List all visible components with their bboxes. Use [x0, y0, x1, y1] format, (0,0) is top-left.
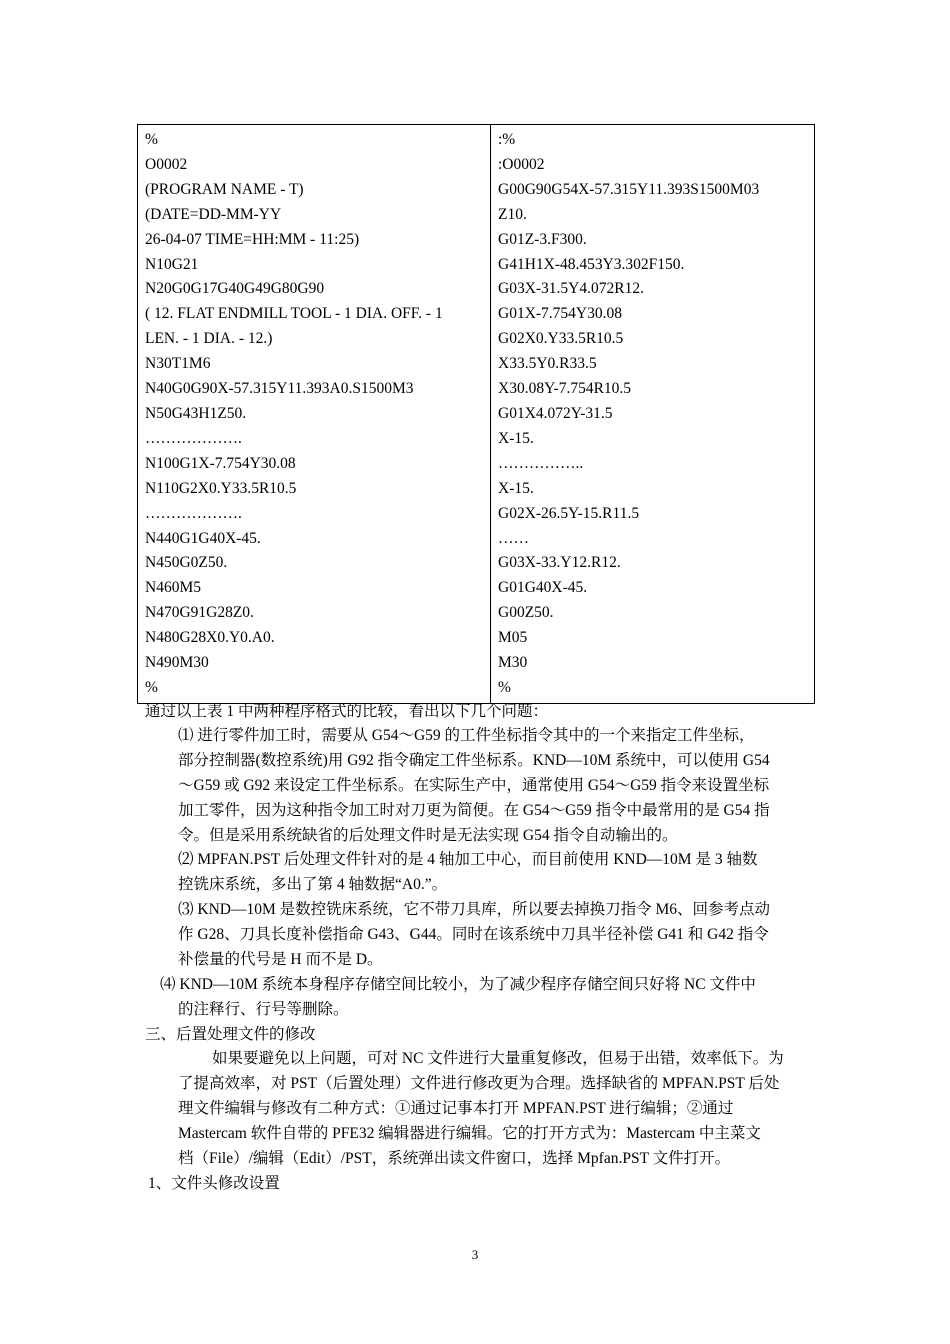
code-line: ……………….	[145, 504, 242, 522]
code-line: %	[498, 678, 511, 696]
item-3-line-1: ⑶ KND—10M 是数控铣床系统，它不带刀具库，所以要去掉换刀指令 M6、回参考点动	[178, 901, 771, 918]
code-line: LEN. - 1 DIA. - 12.)	[145, 330, 273, 348]
code-line: N450G0Z50.	[145, 554, 228, 572]
item-1-line-5: 令。但是采用系统缺省的后处理文件时是无法实现 G54 指令自动输出的。	[178, 827, 678, 844]
item-3-line-3: 补偿量的代号是 H 而不是 D。	[178, 951, 383, 968]
code-line: N20G0G17G40G49G80G90	[145, 280, 325, 298]
item-3-line-2: 作 G28、刀具长度补偿指命 G43、G44。同时在该系统中刀具半径补偿 G41 和 G42 指令	[178, 926, 769, 943]
item-1-line-1: ⑴ 进行零件加工时，需要从 G54～G59 的工件坐标指令其中的一个来指定工件坐标，	[178, 727, 755, 744]
code-line: ……………….	[145, 429, 242, 447]
item-4-line-1: ⑷ KND—10M 系统本身程序存储空间比较小，为了减少程序存储空间只好将 NC 文件中	[160, 976, 756, 993]
code-line: G01Z-3.F300.	[498, 230, 587, 248]
code-line: N480G28X0.Y0.A0.	[145, 629, 275, 647]
code-line: (PROGRAM NAME - T)	[145, 180, 304, 198]
code-line: ……	[498, 529, 529, 547]
subheading: 1、文件头修改设置	[148, 1175, 280, 1192]
code-line: :%	[498, 131, 516, 148]
code-line: %	[145, 678, 158, 696]
code-line: G41H1X-48.453Y3.302F150.	[498, 255, 685, 273]
code-line: N30T1M6	[145, 355, 211, 373]
section-heading: 三、后置处理文件的修改	[145, 1026, 316, 1043]
code-line: N50G43H1Z50.	[145, 404, 247, 422]
code-line: M05	[498, 629, 528, 647]
code-line: N490M30	[145, 654, 209, 672]
code-line: N440G1G40X-45.	[145, 529, 261, 547]
code-line: X-15.	[498, 479, 534, 497]
code-line: G01X4.072Y-31.5	[498, 404, 613, 422]
code-line: G03X-33.Y12.R12.	[498, 554, 621, 572]
code-line: G02X0.Y33.5R10.5	[498, 330, 624, 348]
code-line: ( 12. FLAT ENDMILL TOOL - 1 DIA. OFF. - 1	[145, 305, 443, 323]
section-para-line-3: 理文件编辑与修改有二种方式：①通过记事本打开 MPFAN.PST 进行编辑；②通过	[178, 1100, 734, 1117]
section-para-line-4: Mastercam 软件自带的 PFE32 编辑器进行编辑。它的打开方式为：Mastercam 中主菜文	[178, 1125, 761, 1142]
section-para-line-2: 了提高效率，对 PST（后置处理）文件进行修改更为合理。选择缺省的 MPFAN.PST 后处	[178, 1075, 780, 1092]
code-line: :O0002	[498, 155, 545, 173]
code-line: X33.5Y0.R33.5	[498, 355, 597, 373]
code-line: M30	[498, 654, 528, 672]
modified-nc-column	[491, 125, 815, 704]
section-para-line-5: 档（File）/编辑（Edit）/PST，系统弹出读文件窗口，选择 Mpfan.PST 文件打开。	[178, 1150, 731, 1167]
code-line: G01X-7.754Y30.08	[498, 305, 622, 323]
default-post-nc-column	[138, 125, 491, 704]
code-line: %	[145, 131, 158, 148]
code-line: Z10.	[498, 205, 527, 223]
code-line: G02X-26.5Y-15.R11.5	[498, 504, 640, 522]
code-line: G00Z50.	[498, 604, 554, 622]
nc-program-comparison-table	[137, 124, 815, 704]
item-1-line-3: ～G59 或 G92 来设定工件坐标系。在实际生产中，通常使用 G54～G59 指令来设置坐标	[178, 777, 770, 794]
item-1-line-4: 加工零件，因为这种指令加工时对刀更为简便。在 G54～G59 指令中最常用的是 G54 指	[178, 802, 770, 819]
code-line: X-15.	[498, 429, 534, 447]
code-line: X30.08Y-7.754R10.5	[498, 380, 632, 398]
code-line: O0002	[145, 155, 188, 173]
intro-text: 通过以上表 1 中两种程序格式的比较，看出以下几个问题：	[145, 703, 549, 720]
code-line: N100G1X-7.754Y30.08	[145, 454, 296, 472]
code-line: N10G21	[145, 255, 199, 273]
code-line: G01G40X-45.	[498, 579, 588, 597]
code-line: N110G2X0.Y33.5R10.5	[145, 479, 297, 497]
page-number: 3	[471, 1247, 479, 1262]
code-line: G00G90G54X-57.315Y11.393S1500M03	[498, 180, 760, 198]
code-line: (DATE=DD-MM-YY	[145, 205, 282, 223]
code-line: G03X-31.5Y4.072R12.	[498, 280, 644, 298]
code-line: N470G91G28Z0.	[145, 604, 254, 622]
code-line: N460M5	[145, 579, 201, 597]
code-line: N40G0G90X-57.315Y11.393A0.S1500M3	[145, 380, 414, 398]
code-line: ……………..	[498, 454, 584, 472]
item-4-line-2: 的注释行、行号等删除。	[178, 1001, 349, 1018]
section-para-line-1: 如果要避免以上问题，可对 NC 文件进行大量重复修改，但易于出错，效率低下。为	[212, 1050, 784, 1067]
item-2-line-1: ⑵ MPFAN.PST 后处理文件针对的是 4 轴加工中心，而目前使用 KND—10M 是 3 轴数	[178, 851, 758, 868]
item-2-line-2: 控铣床系统，多出了第 4 轴数据“A0.”。	[178, 876, 448, 893]
item-1-line-2: 部分控制器(数控系统)用 G92 指令确定工件坐标系。KND—10M 系统中，可以使用 G54	[178, 752, 770, 769]
code-line: 26-04-07 TIME=HH:MM - 11:25)	[145, 230, 360, 248]
